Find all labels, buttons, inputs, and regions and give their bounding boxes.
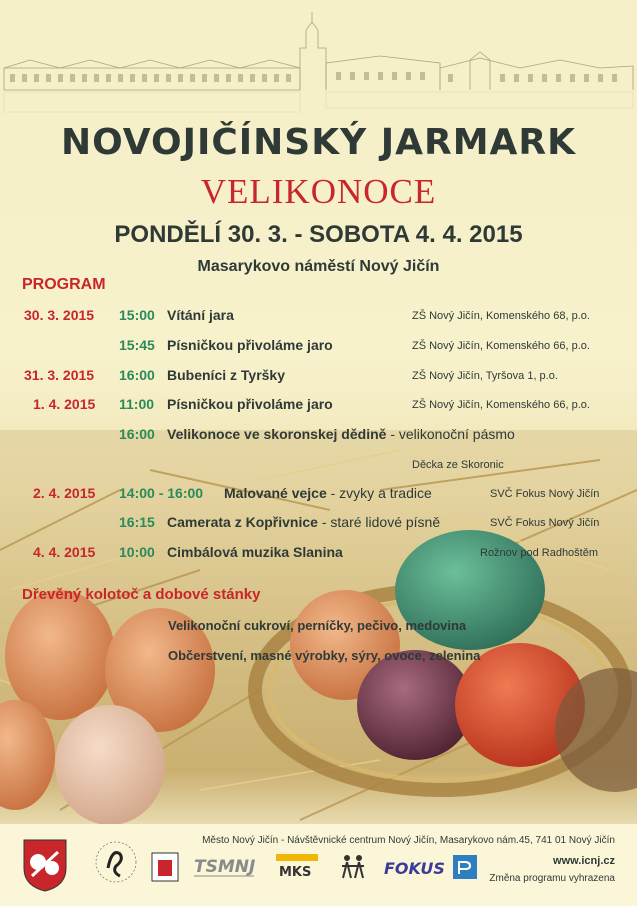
stalls-item: Občerstvení, masné výrobky, sýry, ovoce, zelenina bbox=[168, 648, 481, 663]
program-time: 15:45 bbox=[119, 337, 155, 353]
program-event-suffix: - velikonoční pásmo bbox=[386, 426, 515, 442]
footer-notice: Změna programu vyhrazena bbox=[489, 873, 615, 884]
footer-organizer: Město Nový Jičín - Návštěvnické centrum Nový Jičín, Masarykovo nám.45, 741 01 Nový Jičín bbox=[202, 835, 615, 846]
museum-logo bbox=[151, 852, 179, 882]
stalls-item: Velikonoční cukroví, perníčky, pečivo, medovina bbox=[168, 618, 467, 633]
program-date: 30. 3. 2015 bbox=[24, 307, 95, 323]
program-location: ZŠ Nový Jičín, Tyršova 1, p.o. bbox=[412, 370, 558, 382]
program-event bbox=[224, 485, 432, 501]
poster-subtitle: VELIKONOCE bbox=[200, 172, 437, 211]
program-time: 15:00 bbox=[119, 307, 155, 323]
program-location: SVČ Fokus Nový Jičín bbox=[490, 517, 600, 529]
town-square-skyline-illustration bbox=[0, 8, 637, 118]
program-date: 4. 4. 2015 bbox=[33, 544, 96, 560]
program-time: 14:00 - 16:00 bbox=[119, 485, 204, 501]
program-heading: PROGRAM bbox=[22, 276, 106, 293]
program-time: 16:15 bbox=[119, 514, 155, 530]
program-event: Písničkou přivoláme jaro bbox=[167, 396, 333, 412]
program-location: ZŠ Nový Jičín, Komenského 68, p.o. bbox=[412, 310, 590, 322]
svg-text:MKS: MKS bbox=[279, 865, 312, 880]
program-location: SVČ Fokus Nový Jičín bbox=[490, 488, 600, 500]
info-centre-logo bbox=[452, 854, 478, 880]
mks-logo bbox=[276, 854, 318, 880]
circular-logo bbox=[94, 838, 138, 886]
svg-text:TSMNJ: TSMNJ bbox=[194, 857, 256, 877]
program-time: 11:00 bbox=[119, 396, 155, 412]
program-event-title: Camerata z Kopřivnice bbox=[167, 514, 318, 530]
program-time: 16:00 bbox=[119, 426, 155, 442]
program-event-suffix: - zvyky a tradice bbox=[326, 485, 432, 501]
svg-text:FOKUS: FOKUS bbox=[384, 859, 445, 878]
program-date: 1. 4. 2015 bbox=[33, 396, 96, 412]
footer bbox=[0, 824, 637, 906]
program-event: Vítání jara bbox=[167, 307, 234, 323]
program-time: 10:00 bbox=[119, 544, 155, 560]
program-event-title: Malované vejce bbox=[224, 485, 327, 501]
program-time: 16:00 bbox=[119, 367, 155, 383]
event-dates: PONDĚLÍ 30. 3. - SOBOTA 4. 4. 2015 bbox=[114, 221, 523, 248]
program-location: Rožnov pod Radhoštěm bbox=[480, 547, 599, 559]
program-event-title: Velikonoce ve skoronskej dědině bbox=[167, 426, 387, 442]
footer-website[interactable]: www.icnj.cz bbox=[553, 855, 615, 867]
poster-title: NOVOJIČÍNSKÝ JARMARK bbox=[60, 122, 577, 163]
program-event: Bubeníci z Tyršky bbox=[167, 367, 286, 383]
stalls-heading: Dřevěný kolotoč a dobové stánky bbox=[22, 586, 261, 603]
event-venue: Masarykovo náměstí Nový Jičín bbox=[197, 258, 440, 275]
program-event bbox=[167, 514, 440, 530]
program-event-suffix: - staré lidové písně bbox=[317, 514, 441, 530]
dancers-logo bbox=[338, 852, 368, 882]
program-event bbox=[167, 426, 515, 442]
program-location: Děcka ze Skoronic bbox=[412, 459, 504, 471]
program-location: ZŠ Nový Jičín, Komenského 66, p.o. bbox=[412, 340, 590, 352]
coat-of-arms-logo bbox=[22, 838, 68, 892]
program-date: 31. 3. 2015 bbox=[24, 367, 95, 383]
fokus-logo bbox=[382, 854, 445, 882]
program-event: Cimbálová muzika Slanina bbox=[167, 544, 343, 560]
program-event: Písničkou přivoláme jaro bbox=[167, 337, 333, 353]
program-location: ZŠ Nový Jičín, Komenského 66, p.o. bbox=[412, 399, 590, 411]
program-date: 2. 4. 2015 bbox=[33, 485, 96, 501]
tsmnj-logo bbox=[192, 854, 256, 880]
